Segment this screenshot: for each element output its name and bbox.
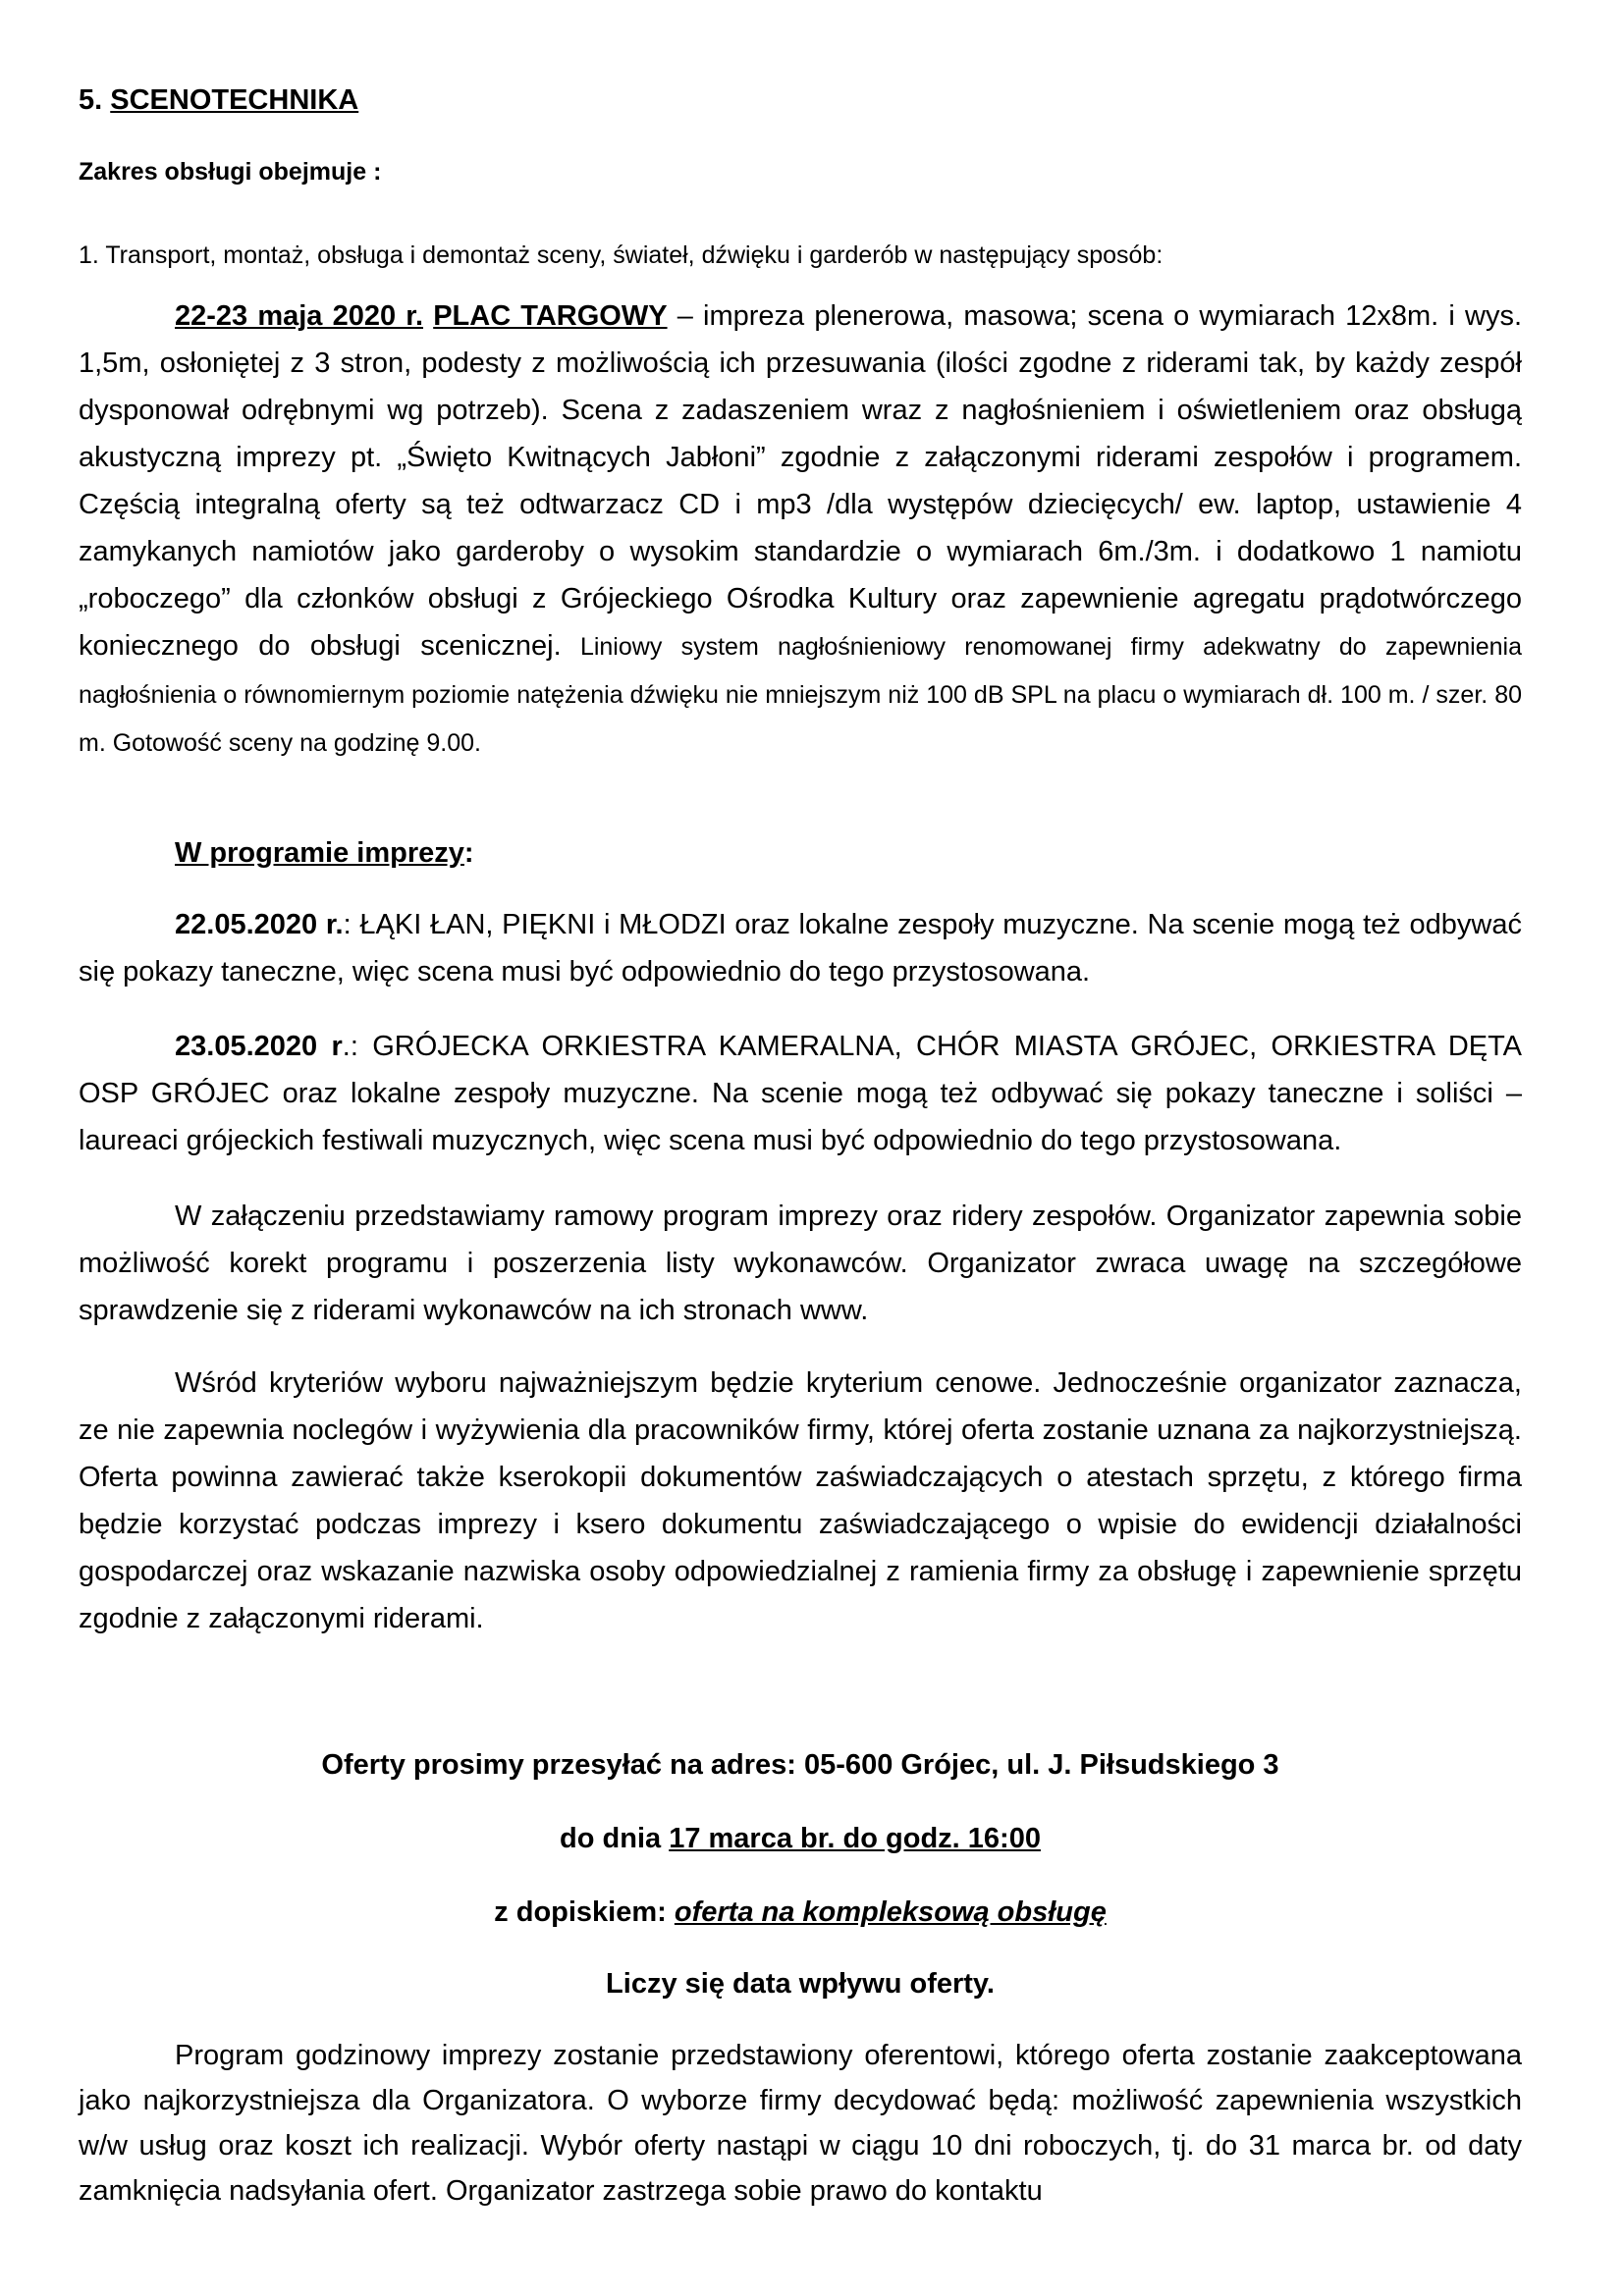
program-heading: W programie imprezy: — [175, 837, 474, 869]
event-paragraph — [79, 293, 1522, 767]
event-sound-system: Liniowy system nagłośnieniowy renomowanej firmy adekwatny do zapewnienia nagłośnienia o równomiernym poziomie natężenia dźwięku nie mniejszym niż 100 dB SPL na placu o wymiarach dł. 100 m. / szer. 80 m. — [79, 633, 1522, 757]
day-1-date: 22.05.2020 r. — [175, 909, 344, 940]
day-2-text: .: GRÓJECKA ORKIESTRA KAMERALNA, CHÓR MIASTA GRÓJEC, ORKIESTRA DĘTA OSP GRÓJEC oraz lokalne zespoły muzyczne. Na scenie mogą też odbywać się pokazy taneczne i soliści – laureaci grójeckich festiwali muzycznych, więc scena musi być odpowiednio do tego przystosowana. — [79, 1031, 1523, 1156]
final-paragraph: Program godzinowy imprezy zostanie przedstawiony oferentowi, którego oferta zostanie zaakceptowana jako najkorzystniejsza dla Organizatora. O wyborze firmy decydować będą: możliwość zapewnienia wszystkich w/w usług oraz koszt ich realizacji. Wybór oferty nastąpi w ciągu 10 dni roboczych, tj. do 31 marca br. od daty zamknięcia nadsyłania ofert. Organizator zastrzega sobie prawo do kontaktu — [79, 2040, 1522, 2207]
offer-deadline: do dnia 17 marca br. do godz. 16:00 — [560, 1823, 1041, 1854]
event-place: PLAC TARGOWY — [433, 300, 668, 332]
day-1-text: : ŁĄKI ŁAN, PIĘKNI i MŁODZI oraz lokalne zespoły muzyczne. Na scenie mogą też odbywać się pokazy taneczne, więc scena musi być odpowiednio do tego przystosowana. — [79, 909, 1522, 988]
section-title: SCENOTECHNIKA — [110, 84, 359, 116]
criteria-paragraph: Wśród kryteriów wyboru najważniejszym będzie kryterium cenowe. Jednocześnie organizator zaznacza, ze nie zapewnia noclegów i wyżywienia dla pracowników firmy, której oferta zostanie uznana za najkorzystniejszą. Oferta powinna zawierać także kserokopii dokumentów zaświadczających o atestach sprzętu, z którego firma będzie korzystać podczas imprezy i ksero dokumentu zaświadczającego o wpisie do ewidencji działalności gospodarczej oraz wskazanie nazwiska osoby odpowiedzialnej z ramienia firmy za obsługę i zapewnienie sprzętu zgodnie z załączonymi riderami. — [79, 1367, 1522, 1634]
offer-note: z dopiskiem: oferta na kompleksową obsługę — [494, 1896, 1107, 1928]
offer-address: Oferty prosimy przesyłać na adres: 05-600 Grójec, ul. J. Piłsudskiego 3 — [321, 1749, 1279, 1781]
attachment-paragraph: W załączeniu przedstawiamy ramowy program imprezy oraz ridery zespołów. Organizator zapewnia sobie możliwość korekt programu i poszerzenia listy wykonawców. Organizator zwraca uwagę na szczegółowe sprawdzenie się z riderami wykonawców na ich stronach www. — [79, 1201, 1522, 1326]
program-day-1 — [79, 901, 1522, 995]
day-2-date: 23.05.2020 — [175, 1031, 318, 1062]
section-number: 5. — [79, 84, 103, 116]
program-day-2: 23.05.2020 r.: GRÓJECKA ORKIESTRA KAMERALNA, CHÓR MIASTA GRÓJEC, ORKIESTRA DĘTA OSP GRÓJEC oraz lokalne zespoły muzyczne. Na scenie mogą też odbywać się pokazy taneczne i soliści – laureaci grójeckich festiwali muzycznych, więc scena musi być odpowiednio do tego przystosowana. — [79, 1031, 1523, 1156]
item-1: 1. Transport, montaż, obsługa i demontaż sceny, świateł, dźwięku i garderób w następujący sposób: — [79, 241, 1164, 269]
event-description: – impreza plenerowa, masowa; scena o wymiarach 12x8m. i wys. 1,5m, osłoniętej z 3 stron, podesty z możliwością ich przesuwania (ilości zgodne z riderami tak, by każdy zespół dysponował odrębnymi wg potrzeb). Scena z zadaszeniem wraz z nagłośnieniem i oświetleniem oraz obsługą akustyczną imprezy pt. „Święto Kwitnących Jabłoni” zgodnie z załączonymi riderami zespołów i programem. Częścią integralną oferty są też odtwarzacz CD i mp3 /dla występów dziecięcych/ ew. laptop, ustawienie 4 zamykanych namiotów jako garderoby o wysokim standardzie o wymiarach 6m./3m. i dodatkowo 1 namiotu „roboczego” dla członków obsługi z Grójeckiego Ośrodka Kultury oraz zapewnienie agregatu prądotwórczego koniecznego do obsługi scenicznej. — [79, 300, 1523, 662]
event-dates: 22-23 maja 2020 r. — [175, 300, 424, 332]
event-ready-time: Gotowość sceny na godzinę 9.00. — [105, 729, 481, 757]
scope-heading: Zakres obsługi obejmuje : — [79, 158, 382, 186]
section-heading — [79, 77, 1522, 124]
offer-receipt: Liczy się data wpływu oferty. — [606, 1968, 995, 2000]
